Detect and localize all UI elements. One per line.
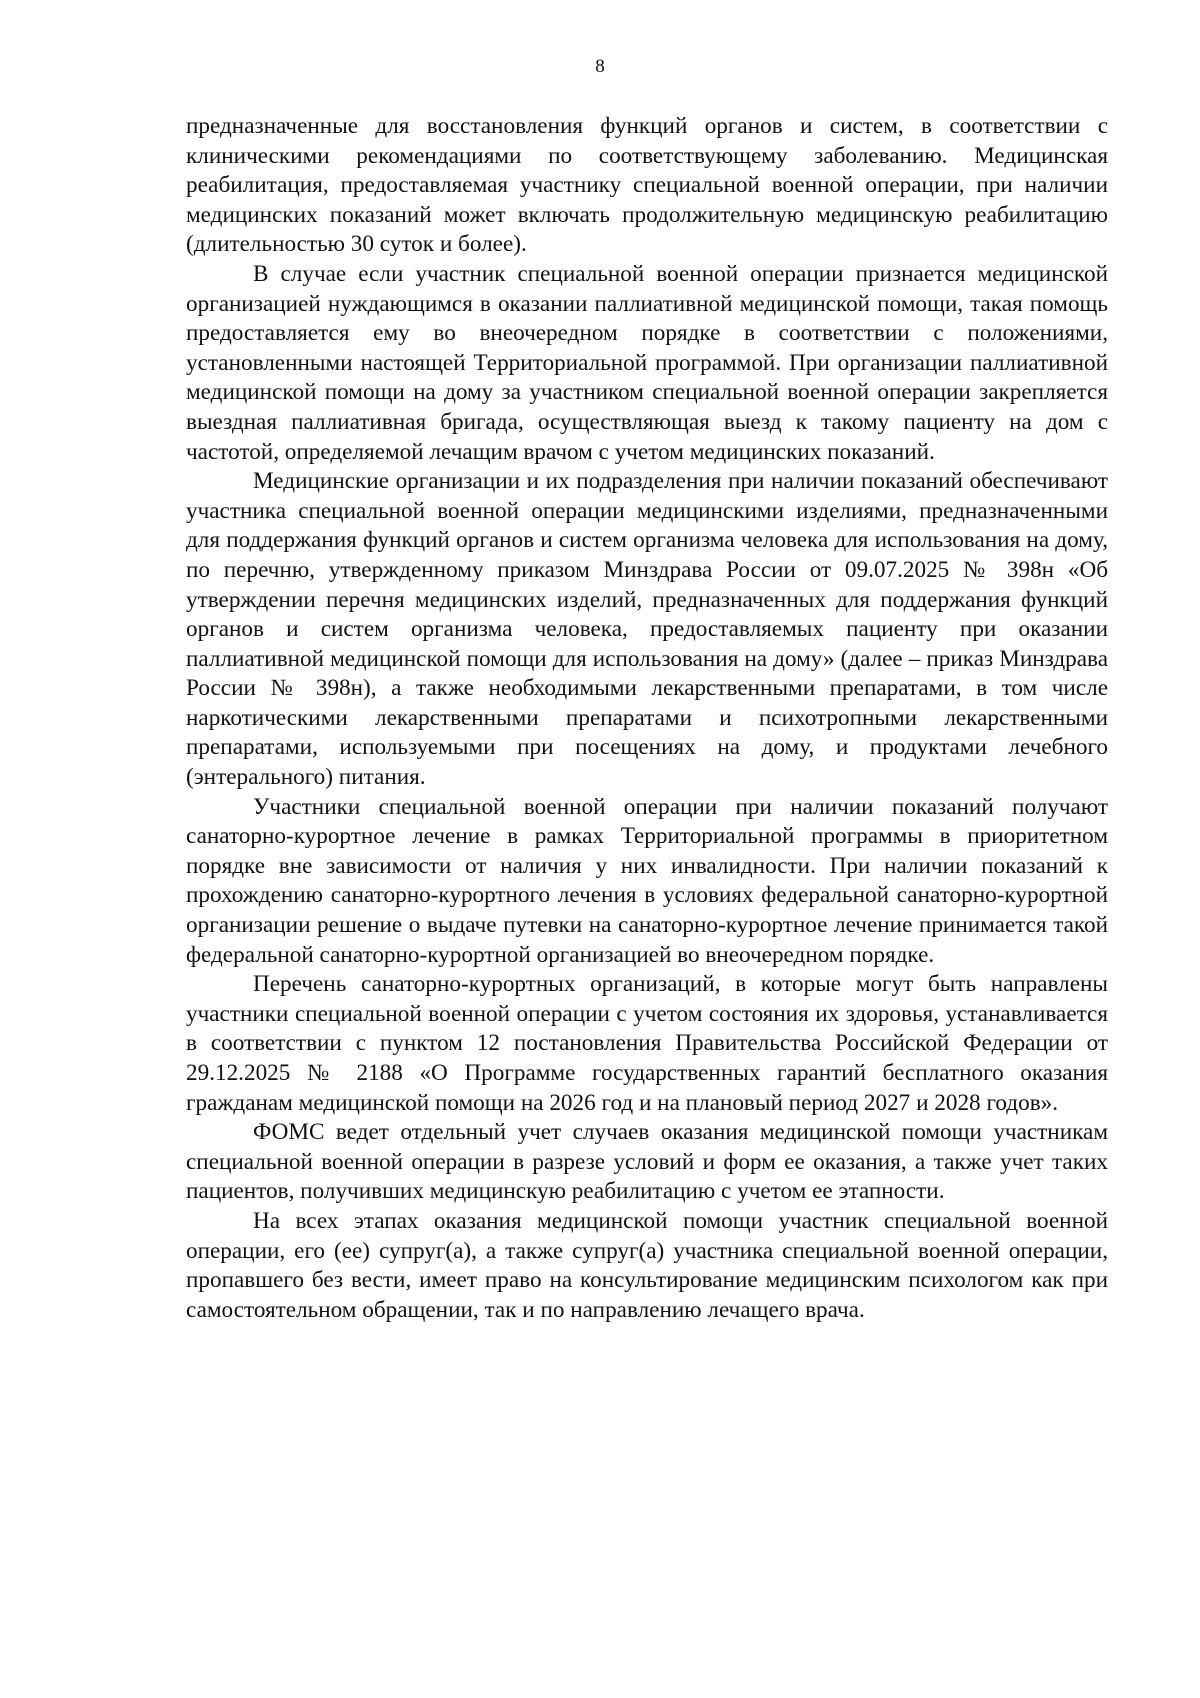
paragraph-medical-devices: Медицинские организации и их подразделения при наличии показаний обеспечивают участника специальной военной операции медицинскими изделиями, предназначенными для поддержания функций органов и систем организма человека для использования на дому, по перечню, утвержденному приказом Минздрава России от 09.07.2025 № 398н «Об утверждении перечня медицинских изделий, предназначенных для поддержания функций органов и систем организма человека, предоставляемых пациенту при оказании паллиативной медицинской помощи для использования на дому» (далее – приказ Минздрава России № 398н), а также необходимыми лекарственными препаратами, в том числе наркотическими лекарственными препаратами и психотропными лекарственными препаратами, используемыми при посещениях на дому, и продуктами лечебного (энтерального) питания. [186,468,1108,791]
page-number: 8 [595,56,605,77]
paragraph-foms-accounting: ФОМС ведет отдельный учет случаев оказания медицинской помощи участникам специальной военной операции в разрезе условий и форм ее оказания, а также учет таких пациентов, получивших медицинскую реабилитацию с учетом ее этапности. [186,1119,1108,1205]
paragraph-psychologist-consultation: На всех этапах оказания медицинской помощи участник специальной военной операции, его (ее) супруг(а), а также супруг(а) участника специальной военной операции, пропавшего без вести, имеет право на консультирование медицинским психологом как при самостоятельном обращении, так и по направлению лечащего врача. [186,1207,1108,1323]
paragraph-sanatorium-treatment: Участники специальной военной операции при наличии показаний получают санаторно-курортное лечение в рамках Территориальной программы в приоритетном порядке вне зависимости от наличия у них инвалидности. При наличии показаний к прохождению санаторно-курортного лечения в условиях федеральной санаторно-курортной организации решение о выдаче путевки на санаторно-курортное лечение принимается такой федеральной санаторно-курортной организацией во внеочередном порядке. [186,793,1108,968]
paragraph-sanatorium-list: Перечень санаторно-курортных организаций, в которые могут быть направлены участники специальной военной операции с учетом состояния их здоровья, устанавливается в соответствии с пунктом 12 постановления Правительства Российской Федерации от 29.12.2025 № 2188 «О Программе государственных гарантий бесплатного оказания гражданам медицинской помощи на 2026 год и на плановый период 2027 и 2028 годов». [186,971,1108,1116]
paragraph-palliative-care: В случае если участник специальной военной операции признается медицинской организацией нуждающимся в оказании паллиативной медицинской помощи, такая помощь предоставляется ему во внеочередном порядке в соответствии с положениями, установленными настоящей Территориальной программой. При организации паллиативной медицинской помощи на дому за участником специальной военной операции закрепляется выездная паллиативная бригада, осуществляющая выезд к такому пациенту на дом с частотой, определяемой лечащим врачом с учетом медицинских показаний. [186,260,1108,465]
document-body [186,112,1108,1325]
paragraph-continuation: предназначенные для восстановления функций органов и систем, в соответствии с клиническими рекомендациями по соответствующему заболеванию. Медицинская реабилитация, предоставляемая участнику специальной военной операции, при наличии медицинских показаний может включать продолжительную медицинскую реабилитацию (длительностью 30 суток и более). [186,113,1108,258]
